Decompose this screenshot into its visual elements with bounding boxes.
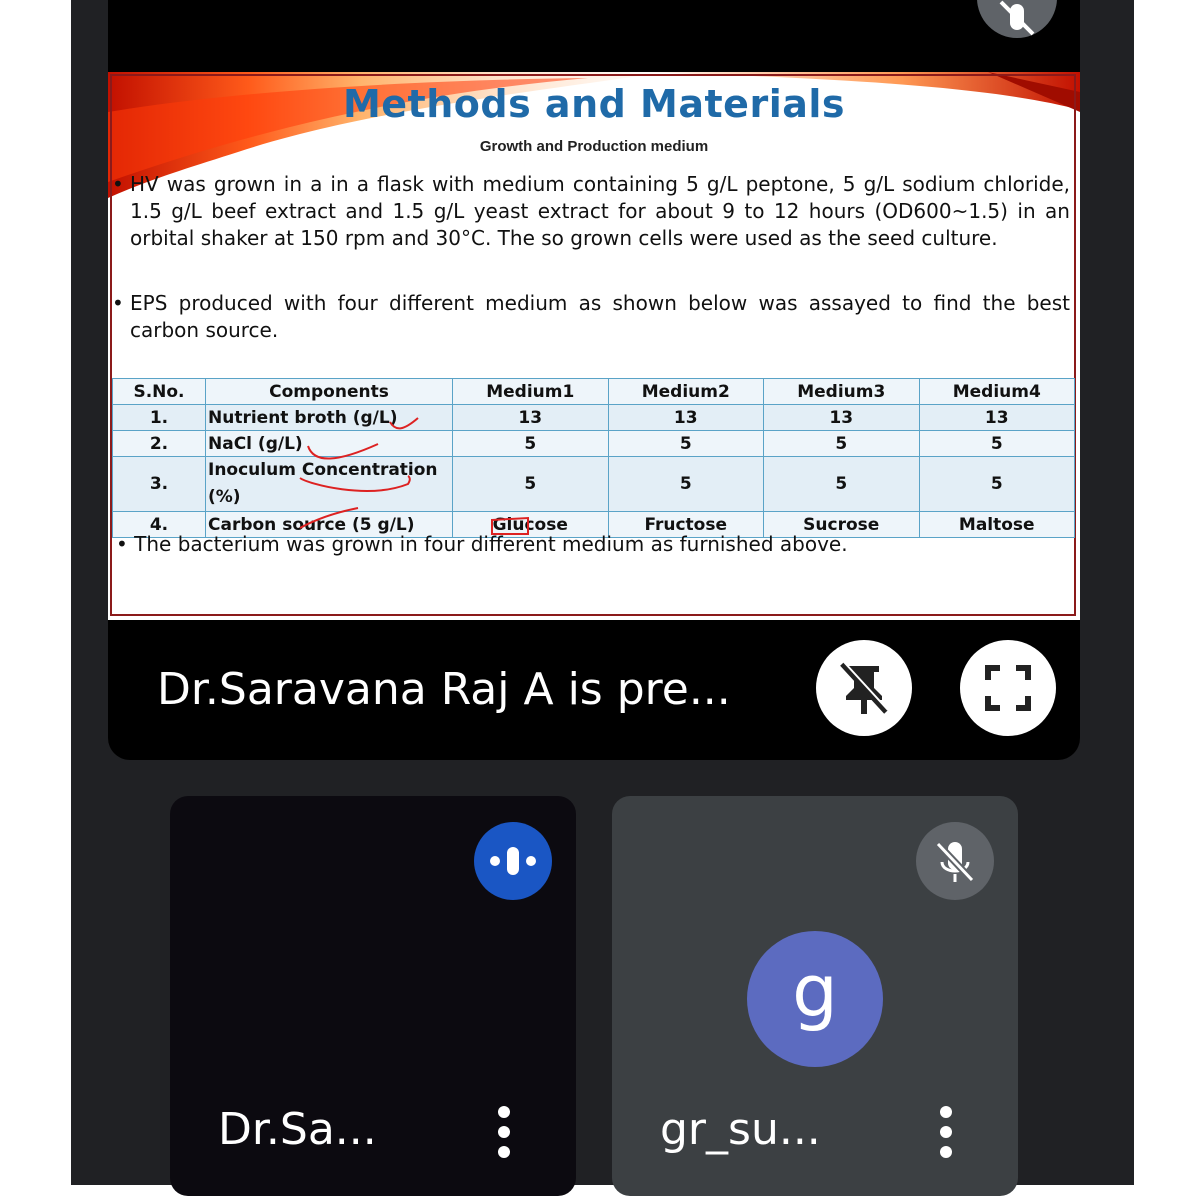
table-header-cell: Medium2 — [608, 379, 764, 405]
table-header-cell: Components — [206, 379, 453, 405]
table-cell: 13 — [764, 405, 920, 431]
table-cell: NaCl (g/L) — [206, 431, 453, 457]
table-cell: Sucrose — [764, 512, 920, 538]
table-cell: 5 — [764, 431, 920, 457]
table-cell: 5 — [453, 457, 609, 512]
participant-name: gr_su... — [660, 1104, 821, 1155]
mic-off-icon — [916, 822, 994, 900]
participant-tile-1[interactable] — [170, 796, 576, 1196]
table-cell: 5 — [608, 457, 764, 512]
bullet-dot: • — [112, 172, 124, 196]
table-header-cell: Medium3 — [764, 379, 920, 405]
bullet-eps-text: EPS produced with four different medium as shown below was assayed to find the best carbon source. — [130, 291, 1070, 342]
table-cell: Nutrient broth (g/L) — [206, 405, 453, 431]
table-cell: Glucose — [453, 512, 609, 538]
participant-name: Dr.Sa... — [218, 1104, 377, 1155]
table-row — [113, 431, 1075, 457]
table-cell: 5 — [919, 431, 1075, 457]
more-options-icon[interactable] — [498, 1106, 510, 1166]
table-cell: 13 — [608, 405, 764, 431]
table-cell: Maltose — [919, 512, 1075, 538]
bullet-bacterium — [116, 532, 848, 556]
slide-subtitle: Growth and Production medium — [479, 138, 709, 155]
participant-tile-2[interactable] — [612, 796, 1018, 1196]
table-cell: Inoculum Concentration (%) — [206, 457, 453, 512]
table-cell: 4. — [113, 512, 206, 538]
presenter-label: Dr.Saravana Raj A is pre... — [157, 664, 731, 715]
muted-indicator — [916, 822, 994, 900]
fullscreen-button[interactable] — [960, 640, 1056, 736]
table-cell: 5 — [764, 457, 920, 512]
mic-off-icon — [977, 0, 1057, 38]
bullet-growth — [108, 171, 1070, 252]
speaking-indicator — [474, 822, 552, 900]
avatar: g — [747, 931, 883, 1067]
table-header-cell: Medium1 — [453, 379, 609, 405]
table-cell: Fructose — [608, 512, 764, 538]
table-cell: Carbon source (5 g/L) — [206, 512, 453, 538]
medium-table — [112, 378, 1075, 538]
table-header-cell: Medium4 — [919, 379, 1075, 405]
fullscreen-icon — [960, 640, 1056, 736]
table-cell: 2. — [113, 431, 206, 457]
table-cell: 13 — [453, 405, 609, 431]
more-options-icon[interactable] — [940, 1106, 952, 1166]
audio-level-icon — [474, 822, 552, 900]
table-cell: 5 — [608, 431, 764, 457]
bullet-dot: • — [112, 291, 124, 315]
table-header-row — [113, 379, 1075, 405]
table-cell: 3. — [113, 457, 206, 512]
top-muted-mic-button[interactable] — [977, 0, 1057, 38]
bullet-growth-text: HV was grown in a in a flask with medium containing 5 g/L peptone, 5 g/L sodium chloride, 1.5 g/L beef extract and 1.5 g/L yeast extract for about 9 to 12 hours (OD600~1.5) in an orbital shaker at 150 rpm and 30°C. The so grown cells were used as the seed culture. — [130, 172, 1070, 250]
bullet-bacterium-text: The bacterium was grown in four different medium as furnished above. — [134, 532, 848, 556]
table-cell: 5 — [919, 457, 1075, 512]
bullet-eps — [108, 290, 1070, 344]
table-cell: 1. — [113, 405, 206, 431]
table-cell: 5 — [453, 431, 609, 457]
slide-title: Methods and Materials — [342, 82, 846, 126]
table-row — [113, 457, 1075, 512]
bullet-dot: • — [116, 532, 128, 556]
table-row — [113, 405, 1075, 431]
table-cell: 13 — [919, 405, 1075, 431]
table-header-cell: S.No. — [113, 379, 206, 405]
shared-slide — [108, 72, 1080, 620]
pin-off-icon — [816, 640, 912, 736]
unpin-button[interactable] — [816, 640, 912, 736]
